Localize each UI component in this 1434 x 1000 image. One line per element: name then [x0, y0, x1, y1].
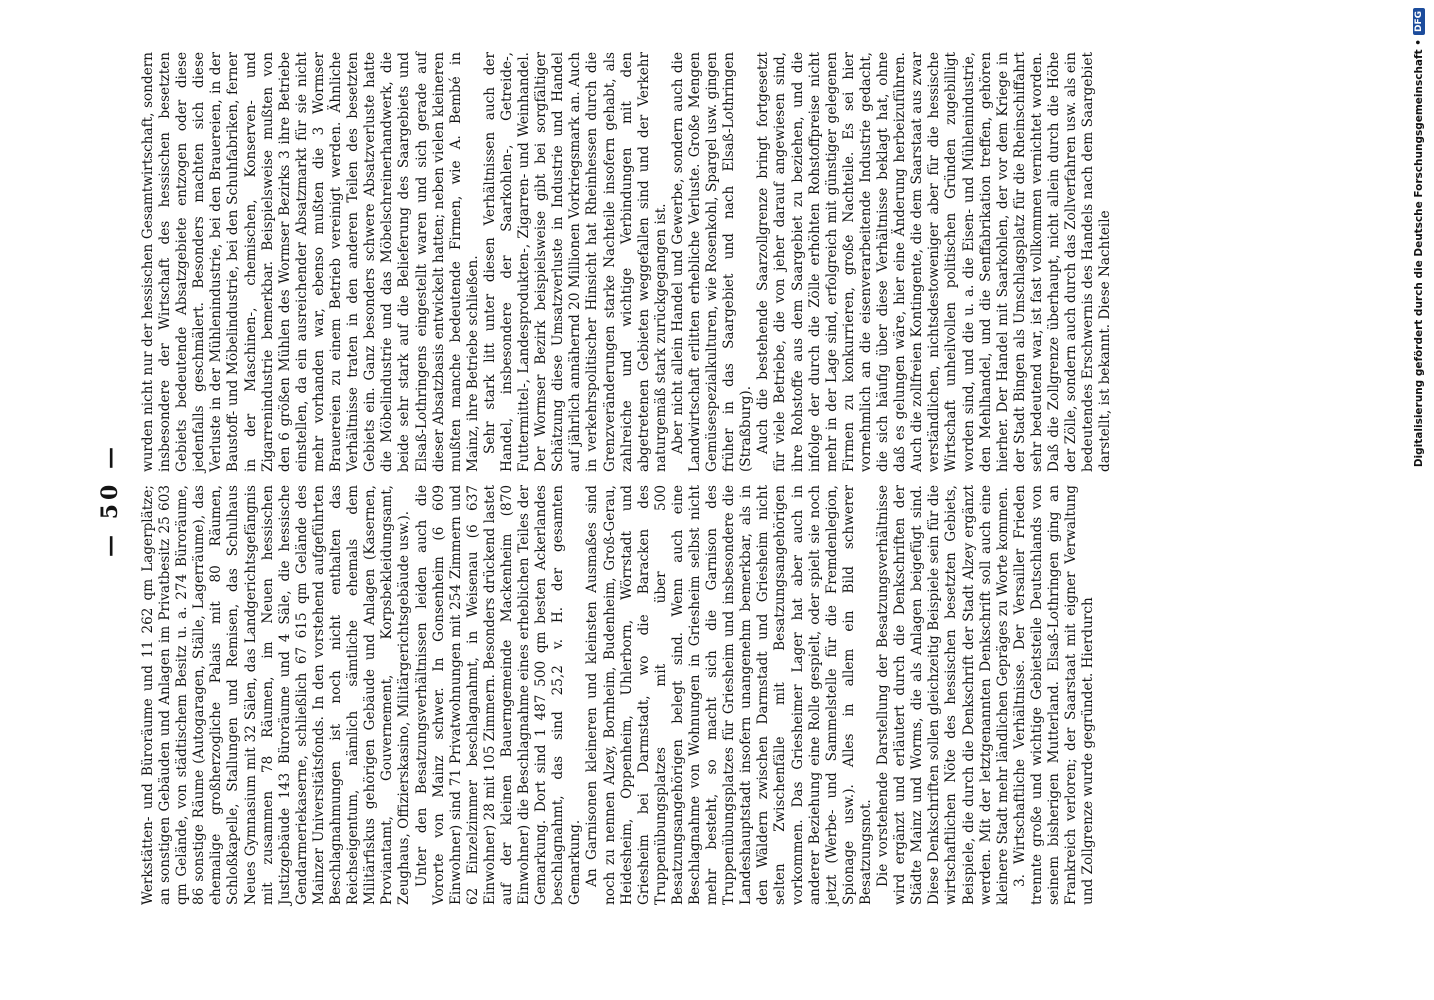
digitization-credit — [1406, 8, 1432, 648]
left-column — [140, 485, 1097, 905]
dfg-logo: DFG — [1413, 8, 1425, 35]
page-number: — 50 — — [97, 443, 123, 557]
right-column — [140, 52, 1114, 472]
paragraph: An Garnisonen kleineren und kleinsten Ausmaßes sind noch zu nennen Alzey, Bornheim, Budenheim, Groß-Gerau, Heidesheim, Oppenheim, Uhlerborn, Wörrstadt und Griesheim bei Darmstadt, wo die Baracken des Truppenübungsplatzes mit über 500 Besatzungsangehörigen belegt sind. Wenn auch eine Beschlagnahme von Wohnungen in Griesheim selbst nicht mehr besteht, so macht sich die Garnison des Truppenübungsplatzes für Griesheim und insbesondere die Landeshauptstadt insofern unangenehm bemerkbar, als in den Wäldern zwischen Darmstadt und Griesheim nicht selten Zwischenfälle mit Besatzungsangehörigen vorkommen. Das Griesheimer Lager hat aber auch in anderer Beziehung eine Rolle gespielt, oder spielt sie noch jetzt (Werbe- und Sammelstelle für die Fremdenlegion, Spionage usw.). Alles in allem ein Bild schwerer Besatzungsnot. — [584, 485, 874, 905]
paragraph: Werkstätten- und Büroräume und 11 262 qm Lagerplätze; an sonstigen Gebäuden und Anlagen im Privatbesitz 25 603 qm Gelände, von städtischem Besitz u. a. 274 Büroräume, 86 sonstige Räume (Autogaragen, Ställe, Lagerräume), das ehemalige großherzogliche Palais mit 80 Räumen, Schloßkapelle, Stallungen und Remisen, das Schulhaus Neues Gymnasium mit 32 Sälen, das Landgerichtsgefängnis mit zusammen 78 Räumen, im Neuen hessischen Justizgebäude 143 Büroräume und 4 Säle, die hessische Gendarmeriekaserne, schließlich 67 615 qm Gelände des Mainzer Universitätsfonds. In den vorstehend aufgeführten Beschlagnahmungen ist noch nicht enthalten das Reichseigentum, nämlich sämtliche ehemals dem Militärfiskus gehörigen Gebäude und Anlagen (Kasernen, Proviantamt, Gouvernement, Korpsbekleidungsamt, Zeughaus, Offizierskasino, Militärgerichtsgebäude usw.). — [140, 485, 413, 905]
rotated-page — [90, 0, 1390, 1000]
paragraph: 3. Wirtschaftliche Verhältnisse. Der Versailler Frieden trennte große und wichtige Gebietsteile Deutschlands von seinem bisherigen Mutterland. Elsaß-Lothringen ging an Frankreich verloren; der Saarstaat mit eigner Verwaltung und Zollgrenze wurde gegründet. Hierdurch — [1011, 485, 1097, 905]
paragraph: Die vorstehende Darstellung der Besatzungsverhältnisse wird ergänzt und erläutert durch die Denkschriften der Städte Mainz und Worms, die als Anlagen beigefügt sind. Diese Denkschriften sollen gleichzeitig Beispiele sein für die wirtschaftlichen Nöte des hessischen besetzten Gebiets, Beispiele, die durch die Denkschrift der Stadt Alzey ergänzt werden. Mit der letztgenannten Denkschrift soll auch eine kleinere Stadt mehr ländlichen Gepräges zu Worte kommen. — [875, 485, 1011, 905]
paragraph: Aber nicht allein Handel und Gewerbe, sondern auch die Landwirtschaft erlitten erhebliche Verluste. Große Mengen Gemüsespezialkulturen, wie Rosenkohl, Spargel usw. gingen früher in das Saargebiet und nach Elsaß-Lothringen (Straßburg). — [669, 52, 755, 472]
paragraph: Auch die bestehende Saarzollgrenze bringt fortgesetzt für viele Betriebe, die von jeher darauf angewiesen sind, ihre Rohstoffe aus dem Saargebiet zu beziehen, und die infolge der durch die Zölle erhöhten Rohstoffpreise nicht mehr in der Lage sind, erfolgreich mit günstiger gelegenen Firmen zu konkurrieren, große Nachteile. Es sei hier vornehmlich an die eisenverarbeitende Industrie gedacht, die sich häufig über diese Verhältnisse beklagt hat, ohne daß es gelungen wäre, hier eine Änderung herbeizuführen. Auch die zollfreien Kontingente, die dem Saarstaat aus zwar verständlichen, nichtsdestoweniger aber für die hessische Wirtschaft unheilvollen politischen Gründen zugebilligt worden sind, und die u. a. die Eisen- und Mühlenindustrie, den Mehlhandel, und die Senffabrikation treffen, gehören hierher. Der Handel mit Saarkohlen, der vor dem Kriege in der Stadt Bingen als Umschlagsplatz für die Rheinschiffahrt sehr bedeutend war, ist fast vollkommen vernichtet worden. Daß die Zollgrenze überhaupt, nicht allein durch die Höhe der Zölle, sondern auch durch das Zollverfahren usw. als ein bedeutendes Erschwernis des Handels nach dem Saargebiet darstellt, ist bekannt. Diese Nachteile — [755, 52, 1114, 472]
credit-text: Digitalisierung gefördert durch die Deutsche Forschungsgemeinschaft • — [1413, 39, 1425, 468]
paragraph: Unter den Besatzungsverhältnissen leiden auch die Vororte von Mainz schwer. In Gonsenheim (6 609 Einwohner) sind 71 Privatwohnungen mit 254 Zimmern und 62 Einzelzimmer beschlagnahmt, in Weisenau (6 637 Einwohner) 28 mit 105 Zimmern. Besonders drückend lastet auf der kleinen Bauerngemeinde Mackenheim (870 Einwohner) die Beschlagnahme eines erheblichen Teiles der Gemarkung. Dort sind 1 487 500 qm besten Ackerlandes beschlagnahmt, das sind 25,2 v. H. der gesamten Gemarkung. — [413, 485, 584, 905]
paragraph: Sehr stark litt unter diesen Verhältnissen auch der Handel, insbesondere der Saarkohlen-, Getreide-, Futtermittel-, Landesprodukten-, Zigarren- und Weinhandel. Der Wormser Bezirk beispielsweise gibt bei sorgfältiger Schätzung diese Umsatzverluste in Industrie und Handel auf jährlich annähernd 20 Millionen Vorkriegsmark an. Auch in verkehrspolitischer Hinsicht hat Rheinhessen durch die Grenzveränderungen starke Nachteile insofern gehabt, als zahlreiche und wichtige Verbindungen mit den abgetretenen Gebieten weggefallen sind und der Verkehr naturgemäß stark zurückgegangen ist. — [481, 52, 669, 472]
paragraph: wurden nicht nur der hessischen Gesamtwirtschaft, sondern insbesondere der Wirtschaft des hessischen besetzten Gebiets bedeutende Absatzgebiete entzogen oder diese jedenfalls geschmälert. Besonders machten sich diese Verluste in der Mühlenindustrie, bei den Brauereien, in der Baustoff- und Möbelindustrie, bei den Schuhfabriken, ferner in der Maschinen-, chemischen, Konserven- und Zigarrenindustrie bemerkbar. Beispielsweise mußten von den 6 größen Mühlen des Wormser Bezirks 3 ihre Betriebe einstellen, da ein ausreichender Absatzmarkt für sie nicht mehr vorhanden war, ebenso mußten die 3 Wormser Brauereien zu einem Betrieb vereinigt werden. Ähnliche Verhältnisse traten in den anderen Teilen des besetzten Gebiets ein. Ganz besonders schwere Absatzverluste hatte die Möbelindustrie und das Möbelschreinerhandwerk, die beide sehr stark auf die Belieferung des Saargebiets und Elsaß-Lothringens eingestellt waren und sich gerade auf dieser Absatzbasis entwickelt hatten; neben vielen kleineren mußten manche bedeutende Firmen, wie A. Bembé in Mainz, ihre Betriebe schließen. — [140, 52, 481, 472]
